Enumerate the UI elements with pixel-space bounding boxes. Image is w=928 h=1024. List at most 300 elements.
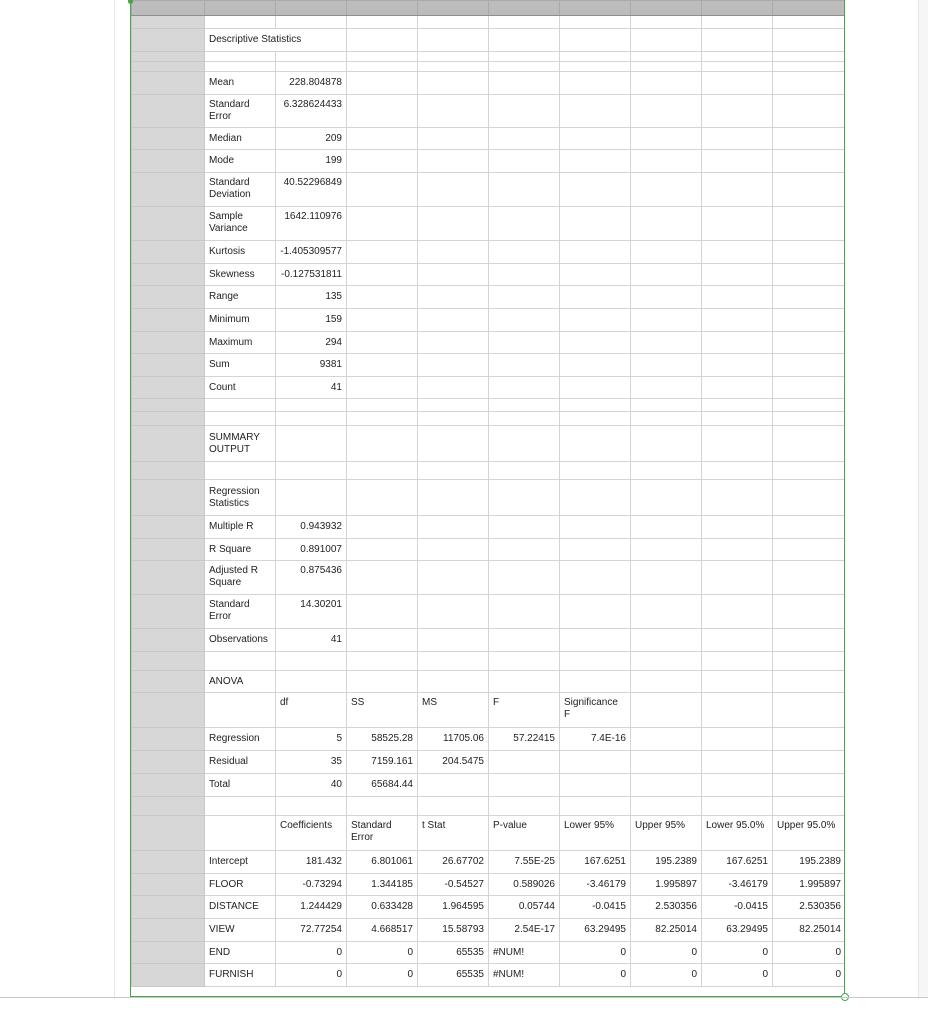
coef-cell[interactable]: 0 (631, 964, 702, 987)
cell[interactable] (418, 426, 489, 462)
cell[interactable] (418, 539, 489, 561)
cell[interactable] (489, 332, 560, 354)
cell[interactable] (702, 309, 773, 332)
cell[interactable] (702, 399, 773, 412)
coef-cell[interactable]: 1.344185 (347, 874, 418, 896)
header-cell[interactable] (132, 1, 205, 16)
cell[interactable] (418, 128, 489, 150)
row-header[interactable] (132, 629, 205, 652)
cell[interactable] (276, 652, 347, 671)
cell[interactable] (347, 72, 418, 95)
stat-label[interactable]: Multiple R (205, 516, 276, 539)
anova-col-header[interactable]: df (276, 693, 347, 728)
cell[interactable] (418, 516, 489, 539)
row-header[interactable] (132, 751, 205, 774)
cell[interactable] (773, 539, 846, 561)
coef-cell[interactable]: 7.55E-25 (489, 851, 560, 874)
cell[interactable] (560, 128, 631, 150)
cell[interactable] (631, 16, 702, 29)
stat-label[interactable]: Adjusted R Square (205, 561, 276, 595)
cell[interactable] (560, 264, 631, 286)
stat-label[interactable]: Standard Deviation (205, 173, 276, 207)
cell[interactable] (702, 128, 773, 150)
cell[interactable] (773, 797, 846, 816)
row-header[interactable] (132, 62, 205, 72)
cell[interactable] (347, 462, 418, 480)
anova-row-label[interactable]: Regression (205, 728, 276, 751)
coef-cell[interactable]: -0.0415 (702, 896, 773, 919)
row-header[interactable] (132, 896, 205, 919)
header-cell[interactable] (560, 1, 631, 16)
cell[interactable] (773, 462, 846, 480)
cell[interactable] (418, 595, 489, 629)
row-header[interactable] (132, 539, 205, 561)
stat-value[interactable]: 228.804878 (276, 72, 347, 95)
cell[interactable] (773, 29, 846, 52)
cell[interactable] (347, 332, 418, 354)
anova-sig[interactable] (560, 774, 631, 797)
cell[interactable] (347, 426, 418, 462)
cell[interactable] (489, 62, 560, 72)
stat-label[interactable]: Sample Variance (205, 207, 276, 241)
row-header[interactable] (132, 774, 205, 797)
stat-value[interactable]: -1.405309577 (276, 241, 347, 264)
coef-col-header[interactable]: Standard Error (347, 816, 418, 851)
row-header[interactable] (132, 595, 205, 629)
cell[interactable] (347, 797, 418, 816)
cell[interactable] (489, 286, 560, 309)
row-header[interactable] (132, 426, 205, 462)
cell[interactable] (631, 595, 702, 629)
row-header[interactable] (132, 816, 205, 851)
cell[interactable] (702, 652, 773, 671)
cell[interactable] (560, 95, 631, 128)
anova-col-header[interactable]: MS (418, 693, 489, 728)
cell[interactable] (418, 629, 489, 652)
stat-label[interactable]: Skewness (205, 264, 276, 286)
anova-df[interactable]: 40 (276, 774, 347, 797)
cell[interactable] (631, 332, 702, 354)
row-header[interactable] (132, 16, 205, 29)
cell[interactable] (560, 595, 631, 629)
cell[interactable] (631, 377, 702, 399)
cell[interactable] (347, 309, 418, 332)
cell[interactable] (418, 95, 489, 128)
cell[interactable] (773, 150, 846, 173)
cell[interactable] (702, 72, 773, 95)
cell[interactable] (489, 128, 560, 150)
cell[interactable] (560, 354, 631, 377)
cell[interactable] (631, 309, 702, 332)
cell[interactable] (702, 516, 773, 539)
cell[interactable] (702, 332, 773, 354)
coef-cell[interactable]: -0.73294 (276, 874, 347, 896)
cell[interactable] (773, 95, 846, 128)
cell[interactable] (631, 539, 702, 561)
coef-cell[interactable]: -3.46179 (702, 874, 773, 896)
cell[interactable] (631, 516, 702, 539)
anova-ms[interactable]: 11705.06 (418, 728, 489, 751)
anova-row-label[interactable]: Residual (205, 751, 276, 774)
cell[interactable] (418, 377, 489, 399)
cell[interactable] (489, 595, 560, 629)
cell[interactable] (489, 95, 560, 128)
cell[interactable] (205, 62, 276, 72)
cell[interactable] (631, 399, 702, 412)
cell[interactable] (560, 377, 631, 399)
stat-value[interactable]: 9381 (276, 354, 347, 377)
row-header[interactable] (132, 286, 205, 309)
coef-cell[interactable]: 82.25014 (773, 919, 846, 942)
coef-cell[interactable]: 0 (702, 942, 773, 964)
stat-value[interactable]: 135 (276, 286, 347, 309)
coef-cell[interactable]: -0.54527 (418, 874, 489, 896)
cell[interactable] (418, 797, 489, 816)
cell[interactable] (560, 16, 631, 29)
stat-value[interactable]: 14.30201 (276, 595, 347, 629)
cell[interactable] (773, 595, 846, 629)
cell[interactable] (205, 816, 276, 851)
coef-cell[interactable]: 4.668517 (347, 919, 418, 942)
anova-col-header[interactable]: SS (347, 693, 418, 728)
cell[interactable] (418, 462, 489, 480)
cell[interactable] (631, 264, 702, 286)
row-header[interactable] (132, 671, 205, 693)
cell[interactable] (702, 462, 773, 480)
row-header[interactable] (132, 693, 205, 728)
row-header[interactable] (132, 412, 205, 426)
cell[interactable] (205, 797, 276, 816)
anova-ss[interactable]: 58525.28 (347, 728, 418, 751)
cell[interactable] (347, 652, 418, 671)
cell[interactable] (773, 652, 846, 671)
cell[interactable] (560, 671, 631, 693)
cell[interactable] (205, 412, 276, 426)
cell[interactable] (702, 241, 773, 264)
cell[interactable] (347, 286, 418, 309)
cell[interactable] (276, 399, 347, 412)
cell[interactable] (489, 539, 560, 561)
coef-col-header[interactable]: Upper 95.0% (773, 816, 846, 851)
stat-label[interactable]: Mean (205, 72, 276, 95)
header-cell[interactable] (205, 1, 276, 16)
cell[interactable] (702, 286, 773, 309)
summary-output-title[interactable]: SUMMARY OUTPUT (205, 426, 276, 462)
cell[interactable] (418, 16, 489, 29)
cell[interactable] (489, 150, 560, 173)
cell[interactable] (418, 72, 489, 95)
cell[interactable] (347, 241, 418, 264)
coef-cell[interactable]: 1.964595 (418, 896, 489, 919)
cell[interactable] (347, 399, 418, 412)
cell[interactable] (702, 354, 773, 377)
cell[interactable] (489, 426, 560, 462)
coef-cell[interactable]: 0 (347, 942, 418, 964)
cell[interactable] (418, 309, 489, 332)
cell[interactable] (631, 173, 702, 207)
cell[interactable] (560, 797, 631, 816)
cell[interactable] (560, 62, 631, 72)
cell[interactable] (489, 462, 560, 480)
cell[interactable] (560, 72, 631, 95)
cell[interactable] (418, 671, 489, 693)
anova-f[interactable] (489, 774, 560, 797)
cell[interactable] (773, 561, 846, 595)
coef-cell[interactable]: 0 (560, 942, 631, 964)
stat-value[interactable]: 0.875436 (276, 561, 347, 595)
cell[interactable] (631, 480, 702, 516)
cell[interactable] (347, 629, 418, 652)
cell[interactable] (631, 150, 702, 173)
cell[interactable] (347, 561, 418, 595)
cell[interactable] (702, 52, 773, 62)
cell[interactable] (205, 652, 276, 671)
cell[interactable] (418, 652, 489, 671)
cell[interactable] (205, 399, 276, 412)
coef-cell[interactable]: 0 (702, 964, 773, 987)
coef-cell[interactable]: 181.432 (276, 851, 347, 874)
cell[interactable] (773, 309, 846, 332)
cell[interactable] (560, 652, 631, 671)
stat-label[interactable]: Kurtosis (205, 241, 276, 264)
cell[interactable] (489, 72, 560, 95)
cell[interactable] (702, 16, 773, 29)
cell[interactable] (773, 332, 846, 354)
stat-value[interactable]: 1642.110976 (276, 207, 347, 241)
coef-row-label[interactable]: Intercept (205, 851, 276, 874)
cell[interactable] (560, 480, 631, 516)
cell[interactable] (276, 412, 347, 426)
row-header[interactable] (132, 399, 205, 412)
cell[interactable] (347, 354, 418, 377)
coef-cell[interactable]: 1.995897 (773, 874, 846, 896)
cell[interactable] (560, 52, 631, 62)
cell[interactable] (631, 561, 702, 595)
vertical-scrollbar[interactable] (918, 0, 928, 998)
row-header[interactable] (132, 462, 205, 480)
cell[interactable] (560, 286, 631, 309)
coef-cell[interactable]: 63.29495 (702, 919, 773, 942)
cell[interactable] (631, 797, 702, 816)
cell[interactable] (347, 412, 418, 426)
stat-value[interactable]: 41 (276, 629, 347, 652)
cell[interactable] (773, 671, 846, 693)
cell[interactable] (560, 561, 631, 595)
cell[interactable] (347, 95, 418, 128)
header-cell[interactable] (347, 1, 418, 16)
desc-stats-title[interactable]: Descriptive Statistics (205, 29, 347, 52)
cell[interactable] (702, 774, 773, 797)
anova-sig[interactable] (560, 751, 631, 774)
coef-row-label[interactable]: VIEW (205, 919, 276, 942)
cell[interactable] (631, 462, 702, 480)
cell[interactable] (773, 207, 846, 241)
row-header[interactable] (132, 561, 205, 595)
cell[interactable] (489, 354, 560, 377)
cell[interactable] (489, 399, 560, 412)
cell[interactable] (418, 62, 489, 72)
cell[interactable] (702, 539, 773, 561)
row-header[interactable] (132, 72, 205, 95)
cell[interactable] (347, 377, 418, 399)
cell[interactable] (489, 561, 560, 595)
coef-cell[interactable]: 0 (631, 942, 702, 964)
cell[interactable] (418, 241, 489, 264)
row-header[interactable] (132, 942, 205, 964)
cell[interactable] (276, 462, 347, 480)
cell[interactable] (276, 426, 347, 462)
coef-cell[interactable]: 65535 (418, 942, 489, 964)
stat-label[interactable]: Range (205, 286, 276, 309)
cell[interactable] (347, 29, 418, 52)
cell[interactable] (702, 29, 773, 52)
coef-row-label[interactable]: FURNISH (205, 964, 276, 987)
cell[interactable] (631, 426, 702, 462)
cell[interactable] (347, 516, 418, 539)
coef-col-header[interactable]: P-value (489, 816, 560, 851)
cell[interactable] (560, 207, 631, 241)
anova-sig[interactable]: 7.4E-16 (560, 728, 631, 751)
stat-label[interactable]: Median (205, 128, 276, 150)
cell[interactable] (347, 150, 418, 173)
cell[interactable] (631, 693, 702, 728)
cell[interactable] (773, 693, 846, 728)
cell[interactable] (631, 241, 702, 264)
coef-cell[interactable]: 2.530356 (773, 896, 846, 919)
cell[interactable] (560, 412, 631, 426)
coef-cell[interactable]: 0 (347, 964, 418, 987)
cell[interactable] (702, 377, 773, 399)
cell[interactable] (631, 354, 702, 377)
cell[interactable] (560, 309, 631, 332)
cell[interactable] (418, 354, 489, 377)
coef-col-header[interactable]: Lower 95.0% (702, 816, 773, 851)
coef-row-label[interactable]: DISTANCE (205, 896, 276, 919)
anova-ss[interactable]: 65684.44 (347, 774, 418, 797)
anova-f[interactable] (489, 751, 560, 774)
cell[interactable] (773, 399, 846, 412)
coef-cell[interactable]: 195.2389 (631, 851, 702, 874)
row-header[interactable] (132, 851, 205, 874)
cell[interactable] (773, 774, 846, 797)
coef-cell[interactable]: -0.0415 (560, 896, 631, 919)
cell[interactable] (276, 52, 347, 62)
row-header[interactable] (132, 516, 205, 539)
cell[interactable] (702, 412, 773, 426)
cell[interactable] (702, 426, 773, 462)
cell[interactable] (489, 52, 560, 62)
stat-label[interactable]: Observations (205, 629, 276, 652)
header-cell[interactable] (276, 1, 347, 16)
stat-label[interactable]: Count (205, 377, 276, 399)
header-cell[interactable] (418, 1, 489, 16)
cell[interactable] (773, 354, 846, 377)
cell[interactable] (631, 728, 702, 751)
coef-cell[interactable]: 0 (276, 964, 347, 987)
cell[interactable] (205, 52, 276, 62)
cell[interactable] (631, 412, 702, 426)
stat-label[interactable]: Standard Error (205, 595, 276, 629)
cell[interactable] (773, 629, 846, 652)
coef-cell[interactable]: 0 (276, 942, 347, 964)
cell[interactable] (773, 426, 846, 462)
coef-cell[interactable]: -3.46179 (560, 874, 631, 896)
cell[interactable] (631, 207, 702, 241)
coef-col-header[interactable]: Coefficients (276, 816, 347, 851)
anova-title[interactable]: ANOVA (205, 671, 276, 693)
cell[interactable] (631, 72, 702, 95)
cell[interactable] (347, 62, 418, 72)
coef-cell[interactable]: 0 (773, 964, 846, 987)
cell[interactable] (560, 629, 631, 652)
cell[interactable] (347, 173, 418, 207)
row-header[interactable] (132, 874, 205, 896)
cell[interactable] (702, 561, 773, 595)
cell[interactable] (489, 652, 560, 671)
cell[interactable] (347, 671, 418, 693)
cell[interactable] (631, 95, 702, 128)
cell[interactable] (702, 797, 773, 816)
cell[interactable] (773, 377, 846, 399)
stat-value[interactable]: 294 (276, 332, 347, 354)
coef-cell[interactable]: 167.6251 (702, 851, 773, 874)
stat-value[interactable]: 0.943932 (276, 516, 347, 539)
cell[interactable] (631, 629, 702, 652)
row-header[interactable] (132, 95, 205, 128)
row-header[interactable] (132, 150, 205, 173)
anova-col-header[interactable]: F (489, 693, 560, 728)
cell[interactable] (560, 150, 631, 173)
cell[interactable] (560, 462, 631, 480)
cell[interactable] (489, 173, 560, 207)
header-cell[interactable] (773, 1, 846, 16)
row-header[interactable] (132, 377, 205, 399)
row-header[interactable] (132, 241, 205, 264)
cell[interactable] (205, 693, 276, 728)
cell[interactable] (489, 480, 560, 516)
row-header[interactable] (132, 264, 205, 286)
coef-cell[interactable]: 0 (560, 964, 631, 987)
stat-value[interactable]: 0.891007 (276, 539, 347, 561)
row-header[interactable] (132, 728, 205, 751)
cell[interactable] (489, 207, 560, 241)
cell[interactable] (205, 462, 276, 480)
row-header[interactable] (132, 173, 205, 207)
coef-cell[interactable]: 0 (773, 942, 846, 964)
cell[interactable] (489, 264, 560, 286)
row-header[interactable] (132, 29, 205, 52)
cell[interactable] (631, 671, 702, 693)
cell[interactable] (702, 595, 773, 629)
cell[interactable] (489, 797, 560, 816)
cell[interactable] (276, 671, 347, 693)
stat-label[interactable]: Maximum (205, 332, 276, 354)
cell[interactable] (560, 332, 631, 354)
cell[interactable] (631, 62, 702, 72)
cell[interactable] (631, 652, 702, 671)
cell[interactable] (418, 264, 489, 286)
cell[interactable] (560, 539, 631, 561)
anova-ss[interactable]: 7159.161 (347, 751, 418, 774)
row-header[interactable] (132, 354, 205, 377)
cell[interactable] (560, 241, 631, 264)
row-header[interactable] (132, 128, 205, 150)
stat-value[interactable]: 209 (276, 128, 347, 150)
cell[interactable] (205, 16, 276, 29)
cell[interactable] (560, 426, 631, 462)
cell[interactable] (276, 480, 347, 516)
cell[interactable] (702, 728, 773, 751)
